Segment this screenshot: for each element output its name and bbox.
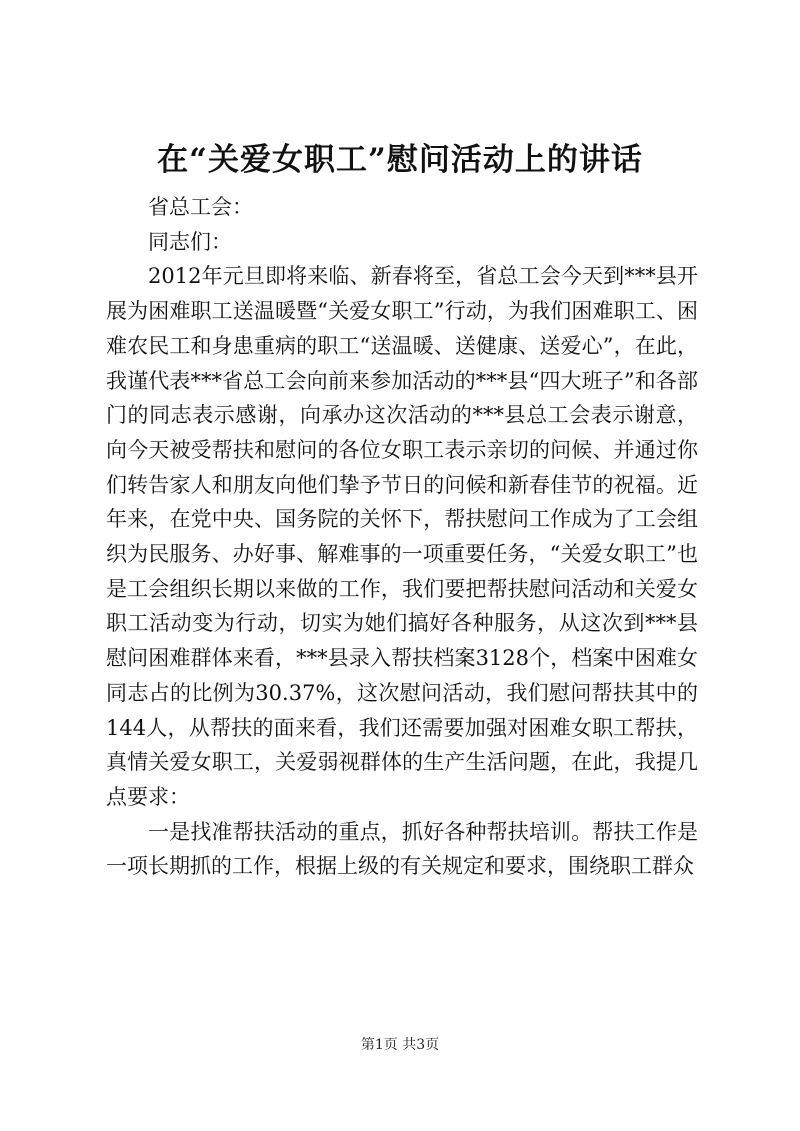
document-title: 在“关爱女职工”慰问活动上的讲话 [157,142,643,178]
salutation-provincial-union: 省总工会： [148,195,253,219]
salutation-comrades: 同志们： [148,229,232,254]
page-footer: 第1页 共3页 [360,1037,440,1053]
document-body [106,190,698,884]
body-paragraph-2: 一是找准帮扶活动的重点，抓好各种帮扶培训。帮扶工作是一项长期抓的工作，根据上级的有关规定和要求，围绕职工群众 [106,819,698,879]
body-paragraph-1: 2012年元旦即将来临、新春将至，省总工会今天到***县开展为困难职工送温暖暨“关爱女职工”行动，为我们困难职工、困难农民工和身患重病的职工“送温暖、送健康、送爱心”，在此，我谨代表***省总工会向前来参加活动的***县“四大班子”和各部门的同志表示感谢，向承办这次活动的***县总工会表示谢意，向今天被受帮扶和慰问的各位女职工表示亲切的问候、并通过你们转告家人和朋友向他们挚予节日的问候和新春佳节的祝福。近年来，在党中央、国务院的关怀下，帮扶慰问工作成为了工会组织为民服务、办好事、解难事的一项重要任务，“关爱女职工”也是工会组织长期以来做的工作，我们要把帮扶慰问活动和关爱女职工活动变为行动，切实为她们搞好各种服务，从这次到***县慰问困难群体来看，***县录入帮扶档案3128个，档案中困难女同志占的比例为30.37%，这次慰问活动，我们慰问帮扶其中的144人，从帮扶的面来看，我们还需要加强对困难女职工帮扶，真情关爱女职工，关爱弱视群体的生产生活问题，在此，我提几点要求： [106,264,698,809]
